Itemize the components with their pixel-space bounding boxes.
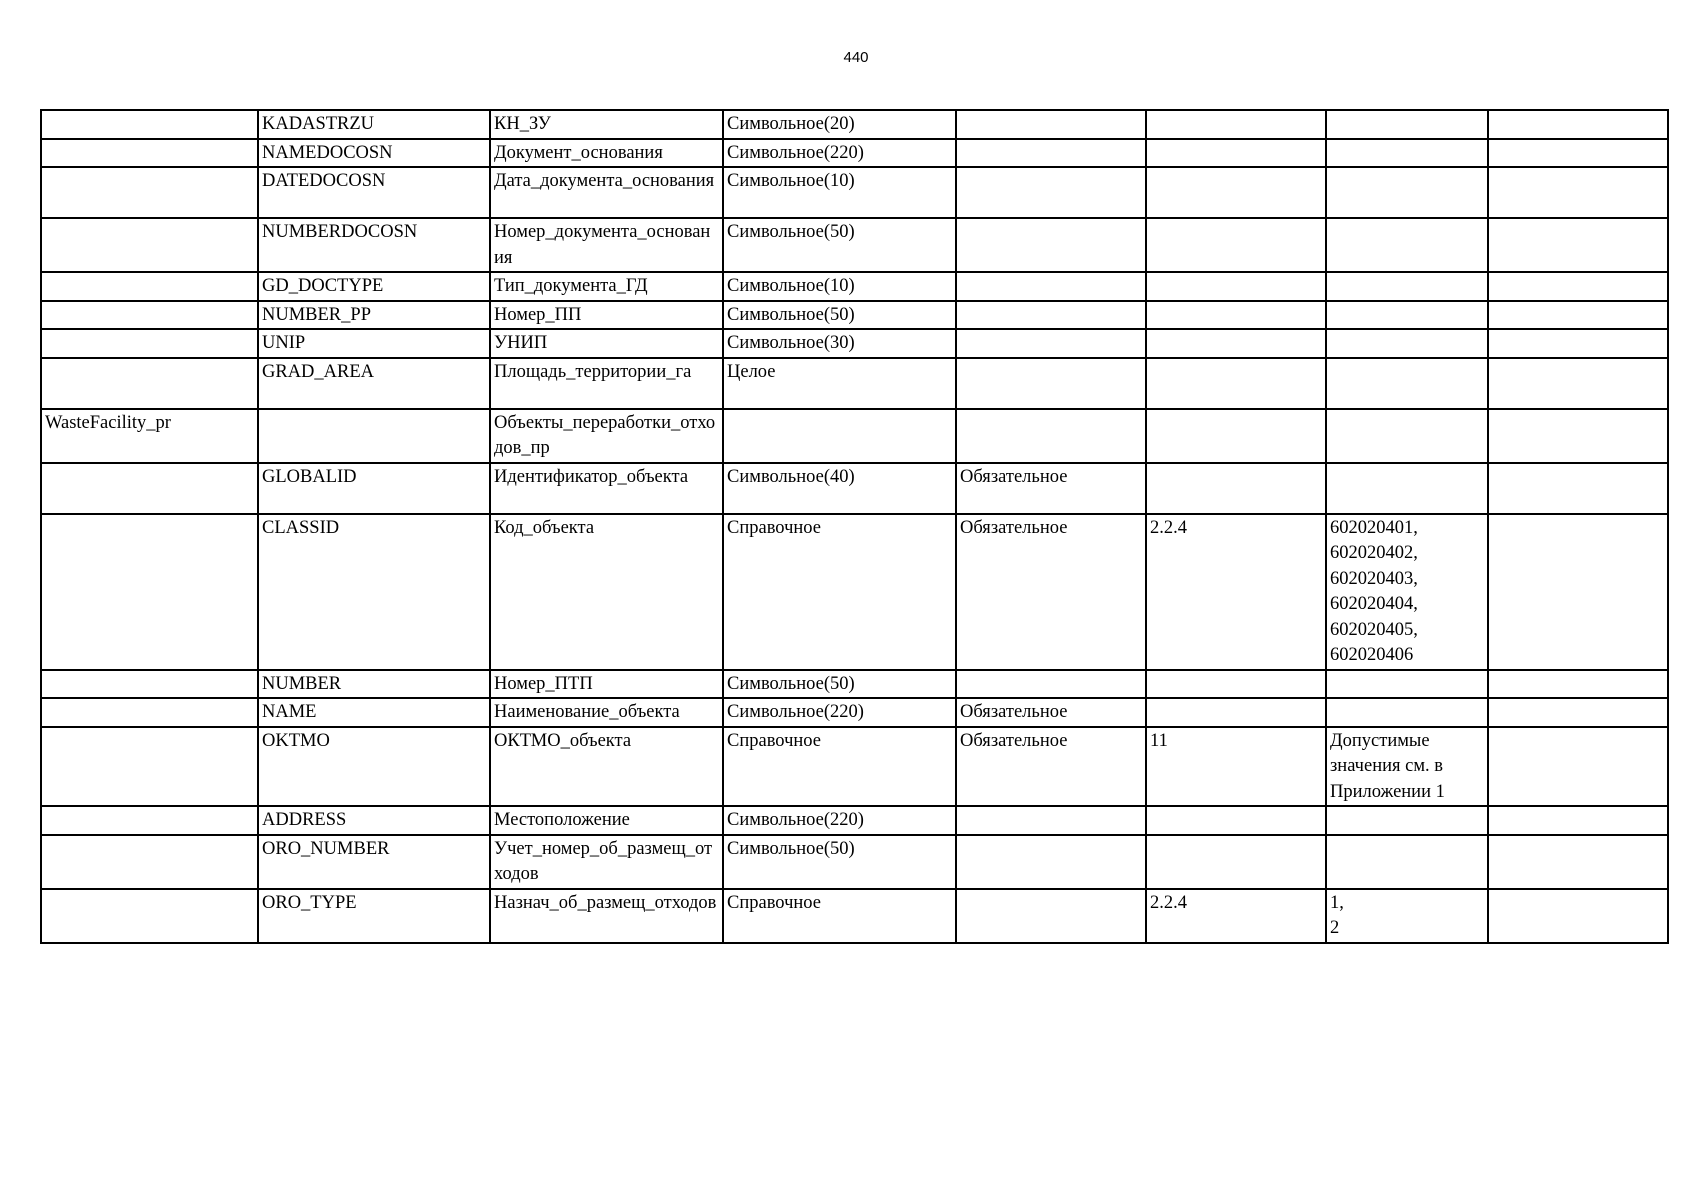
cell-field-name: ORO_NUMBER xyxy=(258,835,490,889)
table-row xyxy=(41,889,1668,943)
cell-required xyxy=(956,889,1146,943)
cell-required: Обязательное xyxy=(956,463,1146,514)
cell-field-name: CLASSID xyxy=(258,514,490,670)
cell-field-type: Символьное(220) xyxy=(723,698,956,727)
cell-field-name: DATEDOCOSN xyxy=(258,167,490,218)
cell-field-type: Символьное(10) xyxy=(723,167,956,218)
table-row xyxy=(41,463,1668,514)
cell-field-type: Символьное(50) xyxy=(723,670,956,699)
cell-required xyxy=(956,272,1146,301)
cell-note xyxy=(1488,218,1668,272)
cell-note xyxy=(1488,514,1668,670)
cell-field-type: Справочное xyxy=(723,727,956,807)
cell-allowed-values xyxy=(1326,358,1488,409)
table-row xyxy=(41,110,1668,139)
cell-object-name xyxy=(41,514,258,670)
cell-field-type: Справочное xyxy=(723,889,956,943)
cell-field-type: Символьное(10) xyxy=(723,272,956,301)
cell-required xyxy=(956,139,1146,168)
cell-reference: 2.2.4 xyxy=(1146,514,1326,670)
table-row xyxy=(41,358,1668,409)
cell-field-type: Символьное(220) xyxy=(723,139,956,168)
table-row xyxy=(41,727,1668,807)
page-number: 440 xyxy=(843,49,869,66)
cell-note xyxy=(1488,835,1668,889)
cell-reference xyxy=(1146,329,1326,358)
cell-field-alias: Номер_ПП xyxy=(490,301,723,330)
cell-allowed-values xyxy=(1326,409,1488,463)
cell-reference xyxy=(1146,409,1326,463)
cell-field-name: NUMBER xyxy=(258,670,490,699)
cell-reference: 2.2.4 xyxy=(1146,889,1326,943)
cell-field-type: Справочное xyxy=(723,514,956,670)
cell-required xyxy=(956,329,1146,358)
table-row xyxy=(41,301,1668,330)
cell-reference xyxy=(1146,167,1326,218)
cell-field-type: Символьное(50) xyxy=(723,835,956,889)
cell-note xyxy=(1488,139,1668,168)
cell-field-type: Целое xyxy=(723,358,956,409)
cell-field-name: NAMEDOCOSN xyxy=(258,139,490,168)
cell-note xyxy=(1488,301,1668,330)
cell-field-type: Символьное(20) xyxy=(723,110,956,139)
cell-reference xyxy=(1146,139,1326,168)
cell-reference xyxy=(1146,358,1326,409)
cell-reference xyxy=(1146,806,1326,835)
cell-reference xyxy=(1146,110,1326,139)
cell-allowed-values xyxy=(1326,698,1488,727)
cell-note xyxy=(1488,358,1668,409)
table-body xyxy=(41,110,1668,943)
cell-allowed-values xyxy=(1326,110,1488,139)
cell-note xyxy=(1488,698,1668,727)
cell-field-alias: Объекты_переработки_отходов_пр xyxy=(490,409,723,463)
cell-field-alias: Код_объекта xyxy=(490,514,723,670)
cell-note xyxy=(1488,806,1668,835)
cell-field-alias: Наименование_объекта xyxy=(490,698,723,727)
cell-field-alias: Назнач_об_размещ_отходов xyxy=(490,889,723,943)
cell-object-name xyxy=(41,139,258,168)
table-row xyxy=(41,139,1668,168)
cell-required xyxy=(956,670,1146,699)
cell-allowed-values xyxy=(1326,167,1488,218)
cell-object-name xyxy=(41,167,258,218)
cell-allowed-values xyxy=(1326,329,1488,358)
cell-object-name xyxy=(41,806,258,835)
cell-note xyxy=(1488,329,1668,358)
cell-reference: 11 xyxy=(1146,727,1326,807)
table-row xyxy=(41,272,1668,301)
cell-required xyxy=(956,110,1146,139)
cell-object-name: WasteFacility_pr xyxy=(41,409,258,463)
cell-field-name: GLOBALID xyxy=(258,463,490,514)
cell-reference xyxy=(1146,463,1326,514)
cell-field-alias: Учет_номер_об_размещ_отходов xyxy=(490,835,723,889)
attribute-table xyxy=(40,109,1669,944)
cell-note xyxy=(1488,110,1668,139)
cell-allowed-values xyxy=(1326,463,1488,514)
cell-field-name: ADDRESS xyxy=(258,806,490,835)
cell-allowed-values xyxy=(1326,272,1488,301)
cell-field-name: GD_DOCTYPE xyxy=(258,272,490,301)
table-row xyxy=(41,670,1668,699)
cell-note xyxy=(1488,670,1668,699)
cell-field-alias: Местоположение xyxy=(490,806,723,835)
cell-field-type: Символьное(220) xyxy=(723,806,956,835)
cell-note xyxy=(1488,409,1668,463)
cell-allowed-values xyxy=(1326,670,1488,699)
cell-object-name xyxy=(41,358,258,409)
cell-field-name: NUMBERDOCOSN xyxy=(258,218,490,272)
cell-field-name: NAME xyxy=(258,698,490,727)
cell-reference xyxy=(1146,301,1326,330)
cell-field-name: NUMBER_PP xyxy=(258,301,490,330)
cell-required xyxy=(956,301,1146,330)
cell-object-name xyxy=(41,272,258,301)
cell-field-alias: Дата_документа_основания xyxy=(490,167,723,218)
cell-object-name xyxy=(41,218,258,272)
table-row xyxy=(41,698,1668,727)
cell-field-alias: Номер_документа_основания xyxy=(490,218,723,272)
cell-note xyxy=(1488,727,1668,807)
cell-note xyxy=(1488,889,1668,943)
cell-allowed-values xyxy=(1326,806,1488,835)
cell-field-alias: УНИП xyxy=(490,329,723,358)
cell-object-name xyxy=(41,301,258,330)
cell-field-type xyxy=(723,409,956,463)
cell-allowed-values xyxy=(1326,301,1488,330)
table-row xyxy=(41,218,1668,272)
cell-reference xyxy=(1146,218,1326,272)
cell-note xyxy=(1488,167,1668,218)
cell-required: Обязательное xyxy=(956,514,1146,670)
cell-allowed-values: 1, 2 xyxy=(1326,889,1488,943)
cell-field-name: OKTMO xyxy=(258,727,490,807)
cell-field-alias: Идентификатор_объекта xyxy=(490,463,723,514)
cell-field-alias: Номер_ПТП xyxy=(490,670,723,699)
table-row xyxy=(41,835,1668,889)
cell-field-name: GRAD_AREA xyxy=(258,358,490,409)
cell-reference xyxy=(1146,698,1326,727)
cell-required xyxy=(956,409,1146,463)
cell-object-name xyxy=(41,463,258,514)
cell-allowed-values: 602020401, 602020402, 602020403, 602020404, 602020405, 602020406 xyxy=(1326,514,1488,670)
cell-required xyxy=(956,167,1146,218)
cell-field-type: Символьное(40) xyxy=(723,463,956,514)
cell-object-name xyxy=(41,670,258,699)
cell-field-type: Символьное(50) xyxy=(723,301,956,330)
table-row xyxy=(41,409,1668,463)
cell-field-type: Символьное(50) xyxy=(723,218,956,272)
cell-field-alias: ОКТМО_объекта xyxy=(490,727,723,807)
cell-field-name xyxy=(258,409,490,463)
cell-allowed-values: Допустимые значения см. в Приложении 1 xyxy=(1326,727,1488,807)
table-row xyxy=(41,514,1668,670)
cell-object-name xyxy=(41,889,258,943)
cell-required xyxy=(956,358,1146,409)
cell-field-type: Символьное(30) xyxy=(723,329,956,358)
cell-field-alias: Тип_документа_ГД xyxy=(490,272,723,301)
cell-object-name xyxy=(41,698,258,727)
cell-field-alias: КН_ЗУ xyxy=(490,110,723,139)
cell-allowed-values xyxy=(1326,835,1488,889)
cell-object-name xyxy=(41,835,258,889)
cell-allowed-values xyxy=(1326,218,1488,272)
cell-note xyxy=(1488,463,1668,514)
cell-field-alias: Площадь_территории_га xyxy=(490,358,723,409)
cell-field-name: UNIP xyxy=(258,329,490,358)
table-row xyxy=(41,329,1668,358)
cell-reference xyxy=(1146,272,1326,301)
cell-field-name: ORO_TYPE xyxy=(258,889,490,943)
cell-reference xyxy=(1146,670,1326,699)
cell-field-alias: Документ_основания xyxy=(490,139,723,168)
cell-object-name xyxy=(41,329,258,358)
cell-required: Обязательное xyxy=(956,698,1146,727)
cell-field-name: KADASTRZU xyxy=(258,110,490,139)
cell-required: Обязательное xyxy=(956,727,1146,807)
cell-allowed-values xyxy=(1326,139,1488,168)
cell-reference xyxy=(1146,835,1326,889)
cell-object-name xyxy=(41,110,258,139)
cell-note xyxy=(1488,272,1668,301)
cell-required xyxy=(956,806,1146,835)
table-row xyxy=(41,806,1668,835)
cell-required xyxy=(956,835,1146,889)
table-row xyxy=(41,167,1668,218)
cell-object-name xyxy=(41,727,258,807)
cell-required xyxy=(956,218,1146,272)
